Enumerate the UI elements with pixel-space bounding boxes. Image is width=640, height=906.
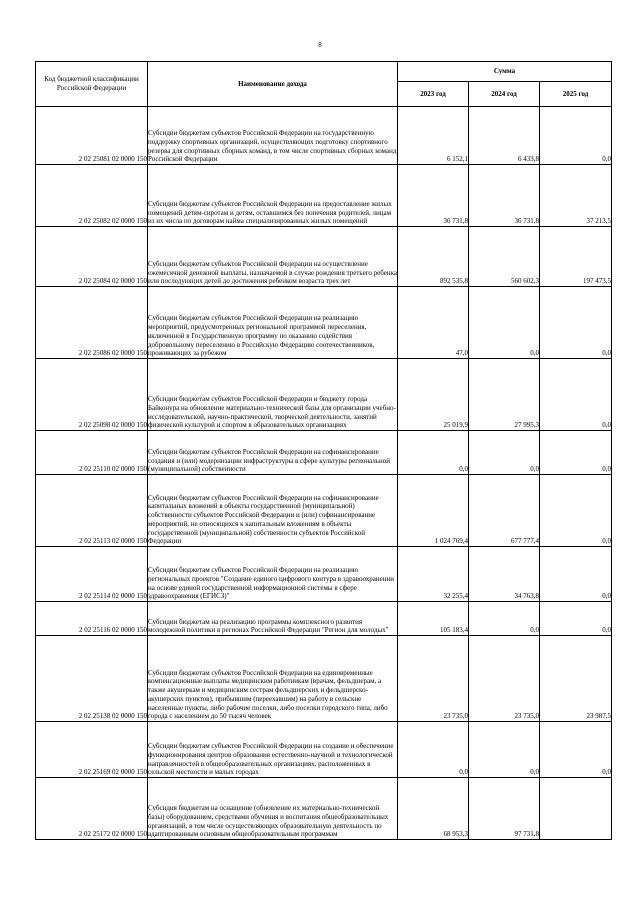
amount-2024: 23 735,0 xyxy=(469,636,540,722)
header-sum-group: Сумма xyxy=(398,62,612,82)
amount-2023: 25 019,9 xyxy=(398,359,469,431)
budget-code: 2 02 25084 02 0000 150 xyxy=(36,227,148,287)
table-row xyxy=(36,547,612,602)
amount-2024: 27 995,3 xyxy=(469,359,540,431)
income-name: Субсидии бюджетам субъектов Российской Федерации на реализацию региональных проектов "Создание единого цифрового контура в здравоохранении на основе единой государственной информационной системы в сфере здравоохранения (ЕГИСЗ)" xyxy=(148,547,398,602)
table-row xyxy=(36,287,612,359)
budget-code: 2 02 25086 02 0000 150 xyxy=(36,287,148,359)
amount-2023: 892 535,8 xyxy=(398,227,469,287)
table-row xyxy=(36,107,612,165)
budget-code: 2 02 25169 02 0000 150 xyxy=(36,722,148,778)
income-name: Субсидии бюджетам субъектов Российской Федерации на создание и обеспечение функционирования центров образования естественно-научной и технологической направленностей в общеобразовательных организациях, расположенных в сельской местности и малых городах xyxy=(148,722,398,778)
income-name: Субсидии бюджетам субъектов Российской Федерации на реализацию мероприятий, предусмотренных региональной программой переселения, включенной в Государственную программу по оказанию содействия добровольному переселению в Российскую Федерацию соотечественников, проживающих за рубежом xyxy=(148,287,398,359)
income-name: Субсидии бюджетам субъектов Российской Федерации на единовременные компенсационные выплаты медицинским работникам (врачам, фельдшерам, а также акушеркам и медицинским сестрам фельдшерских и фельдшерско-акушерских пунктов), прибывшим (переехавшим) на работу в сельские населенные пункты, либо рабочие поселки, либо поселки городского типа, либо города с населением до 50 тысяч человек xyxy=(148,636,398,722)
amount-2025: 0,0 xyxy=(540,475,612,547)
amount-2023: 0,0 xyxy=(398,722,469,778)
income-name: Субсидии бюджетам субъектов Российской Федерации на предоставление жилых помещений детям-сиротам и детям, оставшимся без попечения родителей, лицам из их числа по договорам найма специализированных жилых помещений xyxy=(148,165,398,227)
amount-2025 xyxy=(540,778,612,840)
amount-2024: 36 731,8 xyxy=(469,165,540,227)
budget-table xyxy=(35,61,612,840)
budget-code: 2 02 25098 02 0000 150 xyxy=(36,359,148,431)
amount-2024: 677 777,4 xyxy=(469,475,540,547)
amount-2025: 0,0 xyxy=(540,602,612,636)
amount-2025: 23 987,5 xyxy=(540,636,612,722)
budget-code: 2 02 25116 02 0000 150 xyxy=(36,602,148,636)
amount-2025: 0,0 xyxy=(540,107,612,165)
table-row xyxy=(36,475,612,547)
amount-2025: 0,0 xyxy=(540,359,612,431)
budget-code: 2 02 25138 02 0000 150 xyxy=(36,636,148,722)
header-code-column: Код бюджетной классификации Российской Федерации xyxy=(36,62,148,107)
amount-2024: 0,0 xyxy=(469,602,540,636)
budget-code: 2 02 25114 02 0000 150 xyxy=(36,547,148,602)
income-name: Субсидии бюджетам субъектов Российской Федерации на софинансирование капитальных вложений в объекты государственной (муниципальной) собственности субъектов Российской Федерации и (или) софинансирование мероприятий, не относящихся к капитальным вложениям в объекты государственной (муниципальной) собственности субъектов Российской Федерации xyxy=(148,475,398,547)
header-name-column: Наименование дохода xyxy=(148,62,398,107)
amount-2025: 0,0 xyxy=(540,431,612,475)
income-name: Субсидия бюджетам на оснащение (обновление их материально-технической базы) оборудованием, средствами обучения и воспитания общеобразовательных организаций, в том числе осуществляющих образовательную деятельность по адаптированным основным общеобразовательным программам xyxy=(148,778,398,840)
header-year-2025: 2025 год xyxy=(540,82,612,107)
budget-code: 2 02 25082 02 0000 150 xyxy=(36,165,148,227)
amount-2025: 0,0 xyxy=(540,722,612,778)
budget-code: 2 02 25110 02 0000 150 xyxy=(36,431,148,475)
amount-2023: 47,0 xyxy=(398,287,469,359)
amount-2024: 6 433,8 xyxy=(469,107,540,165)
table-row xyxy=(36,602,612,636)
amount-2023: 32 255,4 xyxy=(398,547,469,602)
amount-2024: 0,0 xyxy=(469,722,540,778)
amount-2023: 23 735,0 xyxy=(398,636,469,722)
amount-2025: 197 473,5 xyxy=(540,227,612,287)
amount-2024: 34 763,8 xyxy=(469,547,540,602)
amount-2025: 37 213,5 xyxy=(540,165,612,227)
income-name: Субсидии бюджетам субъектов Российской Федерации на софинансирование создания и (или) модернизации инфраструктуры в сфере культуры региональной (муниципальной) собственности xyxy=(148,431,398,475)
header-year-2024: 2024 год xyxy=(469,82,540,107)
income-name: Субсидии бюджетам субъектов Российской Федерации на осуществление ежемесячной денежной выплаты, назначаемой в случае рождения третьего ребенка или последующих детей до достижения ребенком возраста трех лет xyxy=(148,227,398,287)
budget-code: 2 02 25081 02 0000 150 xyxy=(36,107,148,165)
amount-2023: 6 152,1 xyxy=(398,107,469,165)
page-number: 8 xyxy=(318,41,322,49)
table-row xyxy=(36,431,612,475)
income-name: Субсидии бюджетам на реализацию программы комплексного развития молодежной политики в регионах Российской Федерации "Регион для молодых" xyxy=(148,602,398,636)
amount-2023: 36 731,8 xyxy=(398,165,469,227)
table-row xyxy=(36,778,612,840)
income-name: Субсидии бюджетам субъектов Российской Федерации и бюджету города Байконура на обновление материально-технической базы для организации учебно-исследовательской, научно-практической, творческой деятельности, занятий физической культурой и спортом в образовательных организациях xyxy=(148,359,398,431)
amount-2025: 0,0 xyxy=(540,547,612,602)
budget-code: 2 02 25172 02 0000 150 xyxy=(36,778,148,840)
table-row xyxy=(36,227,612,287)
amount-2025: 0,0 xyxy=(540,287,612,359)
table-row xyxy=(36,359,612,431)
amount-2024: 560 602,3 xyxy=(469,227,540,287)
amount-2024: 97 731,8 xyxy=(469,778,540,840)
amount-2023: 1 024 769,4 xyxy=(398,475,469,547)
income-name: Субсидии бюджетам субъектов Российской Федерации на государственную поддержку спортивных организаций, осуществляющих подготовку спортивного резерва для спортивных сборных команд, в том числе спортивных сборных команд Российской Федерации xyxy=(148,107,398,165)
amount-2023: 0,0 xyxy=(398,431,469,475)
table-row xyxy=(36,636,612,722)
budget-code: 2 02 25113 02 0000 150 xyxy=(36,475,148,547)
amount-2024: 0,0 xyxy=(469,431,540,475)
amount-2023: 105 183,4 xyxy=(398,602,469,636)
amount-2023: 68 953,3 xyxy=(398,778,469,840)
header-year-2023: 2023 год xyxy=(398,82,469,107)
table-row xyxy=(36,722,612,778)
amount-2024: 0,0 xyxy=(469,287,540,359)
table-row xyxy=(36,165,612,227)
